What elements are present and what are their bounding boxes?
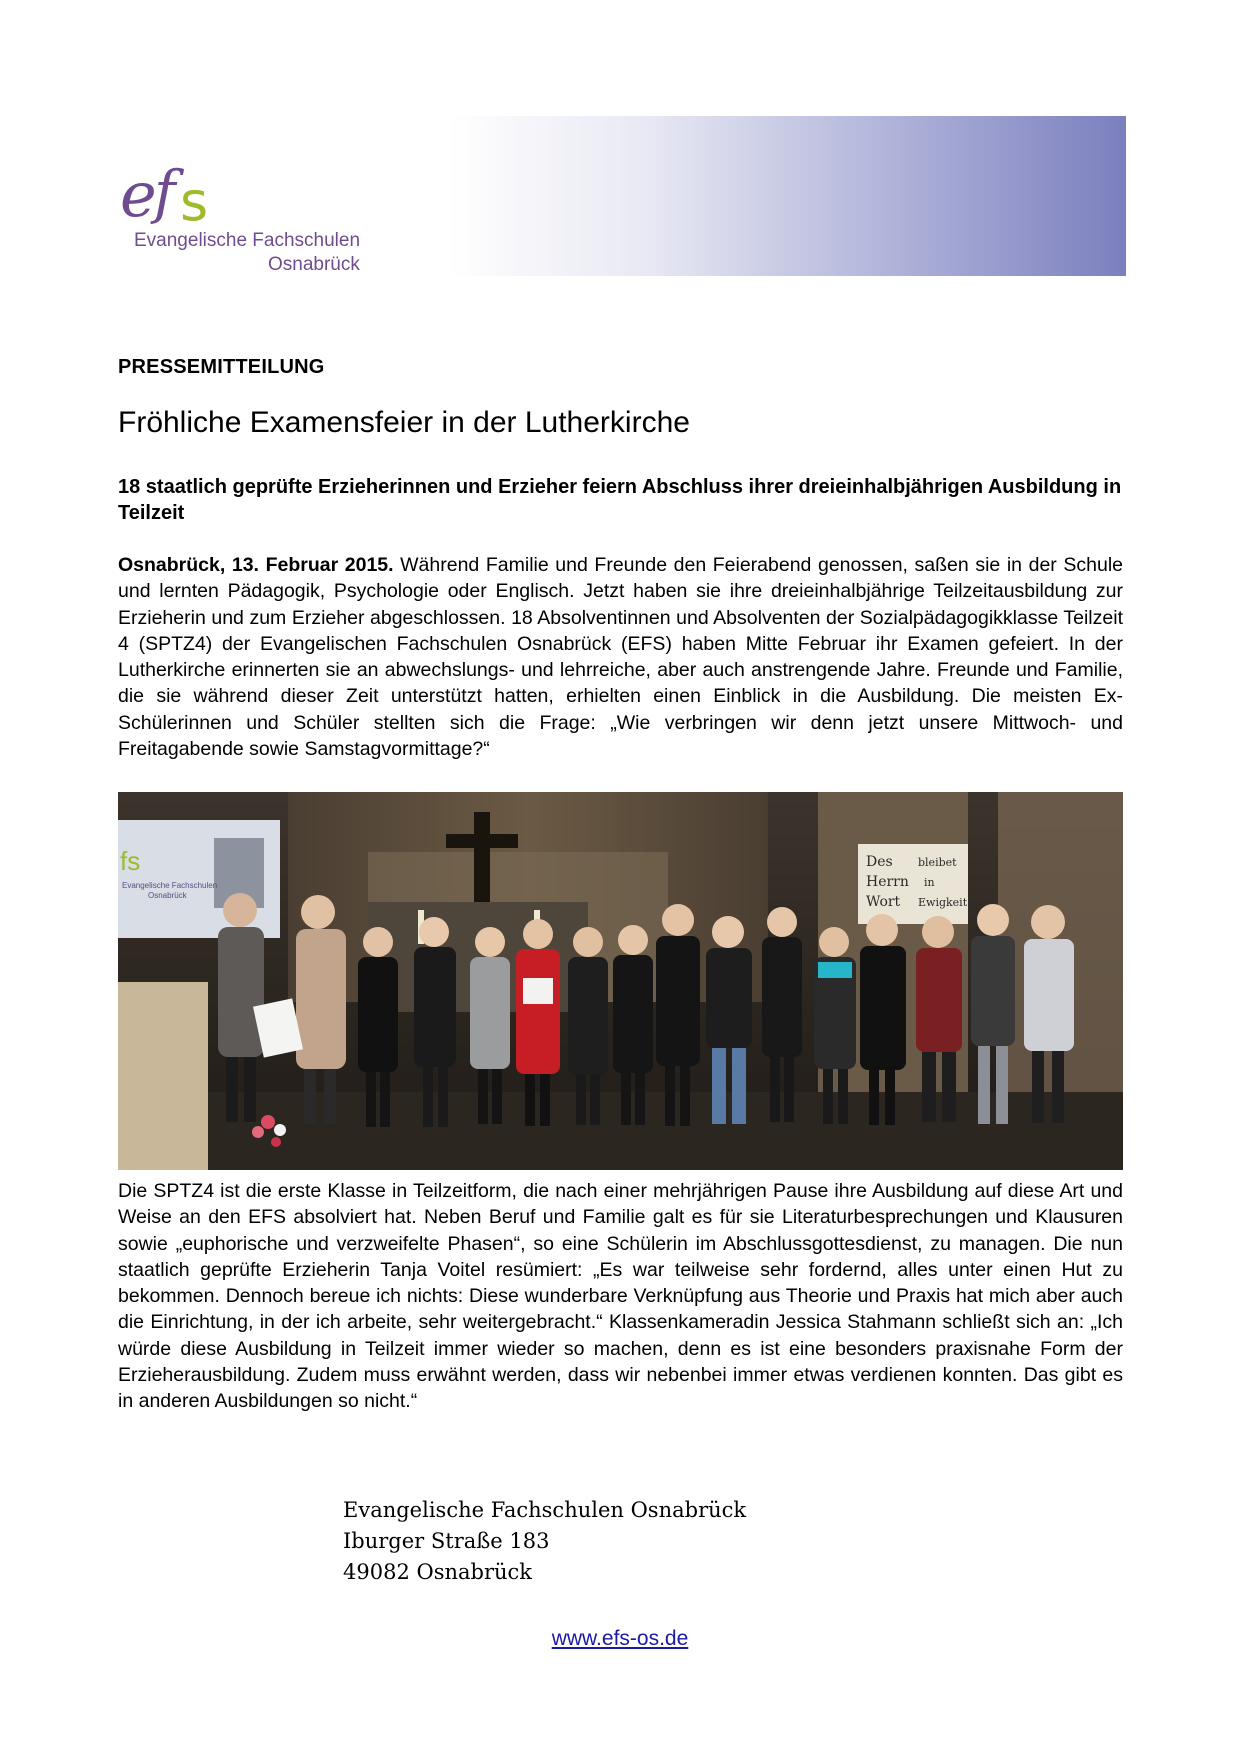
logo-mark-s: s: [180, 170, 209, 233]
website-footer: [0, 1627, 1240, 1651]
banner-word-4: bleibet: [918, 856, 957, 869]
logo-mark-e: e: [120, 158, 157, 231]
contact-address: [343, 1495, 746, 1588]
banner-word-6: Ewigkeit: [918, 896, 968, 909]
lectern: [118, 982, 208, 1170]
paragraph-intro-text: Während Familie und Freunde den Feierabend genossen, saßen sie in der Schule und lernten Pädagogik, Psychologie oder Englisch. Jetzt haben sie ihre dreieinhalbjährige Teilzeitausbildung zur Erzieherin und zum Erzieher abgeschlossen. 18 Absolventinnen und Absolventen der Sozialpädagogikklasse Teilzeit 4 (SPTZ4) der Evangelischen Fachschulen Osnabrück (EFS) haben Mitte Februar ihr Examen gefeiert. In der Lutherkirche erinnerten sie an abwechslungs- und lehrreiche, aber auch anstrengende Jahre. Freunde und Familie, die sie während dieser Zeit unterstützt hatten, erhielten einen Einblick in die Ausbildung. Die meisten Ex-Schülerinnen und Schüler stellten sich die Frage: „Wie verbringen wir denn jetzt unsere Mittwoch- und Freitagabende sowie Samstagvormittage?“: [118, 554, 1123, 761]
dateline: Osnabrück, 13. Februar 2015.: [118, 554, 394, 576]
paragraph-quotes: Die SPTZ4 ist die erste Klasse in Teilzeitform, die nach einer mehrjährigen Pause ihre Ausbildung auf diese Art und Weise an den EFS absolviert hat. Neben Beruf und Familie galt es für sie Literaturbesprechungen und Klausuren sowie „euphorische und verzweifelte Phasen“, so eine Schülerin im Abschlussgottesdienst, zu managen. Die nun staatlich geprüfte Erzieherin Tanja Voitel resümiert: „Es war teilweise sehr fordernd, alles unter einen Hut zu bekommen. Dennoch bereue ich nichts: Diese wunderbare Verknüpfung aus Theorie und Praxis hat mich aber auch die Einrichtung, in der ich arbeite, sehr weitergebracht.“ Klassenkameradin Jessica Stahmann schließt sich an: „Ich würde diese Ausbildung in Teilzeit immer wieder so machen, denn es ist eine besonders praxisnahe Form der Erzieherausbildung. Zudem muss erwähnt werden, dass wir nebenbei immer etwas verdienen konnten. Das gibt es in anderen Ausbildungen so nicht.“: [118, 1180, 1123, 1413]
paragraph-intro: [118, 552, 1123, 762]
banner-word-5: in: [924, 876, 935, 889]
logo-name-line1: Evangelische Fachschulen: [134, 230, 361, 251]
header-gradient-band: [448, 116, 1126, 276]
efs-logo-mark: [118, 150, 418, 240]
screen-city-text: Osnabrück: [148, 891, 187, 900]
logo-mark-f: f: [154, 158, 176, 226]
projection-screen: [118, 820, 280, 938]
school-logo: [118, 150, 418, 280]
banner-word-1: Des: [866, 854, 893, 870]
address-line-city: 49082 Osnabrück: [343, 1560, 533, 1584]
ceremony-photo: [118, 792, 1123, 1170]
website-link[interactable]: www.efs-os.de: [551, 1627, 689, 1650]
subheadline: 18 staatlich geprüfte Erzieherinnen und Erzieher feiern Abschluss ihrer dreieinhalbjährigen Ausbildung in Teilzeit: [118, 476, 1122, 524]
address-line-street: Iburger Straße 183: [343, 1529, 550, 1553]
press-release-label: PRESSEMITTEILUNG: [118, 356, 325, 378]
logo-name-line2: Osnabrück: [268, 254, 360, 275]
screen-logo-text: fs: [120, 846, 141, 876]
headline: Fröhliche Examensfeier in der Lutherkirche: [118, 406, 690, 439]
banner-word-3: Wort: [866, 894, 901, 910]
scripture-banner: [858, 844, 968, 924]
address-line-name: Evangelische Fachschulen Osnabrück: [343, 1498, 747, 1522]
screen-name-text: Evangelische Fachschulen: [122, 881, 218, 890]
banner-word-2: Herrn: [866, 874, 909, 890]
floor: [118, 1092, 1123, 1170]
